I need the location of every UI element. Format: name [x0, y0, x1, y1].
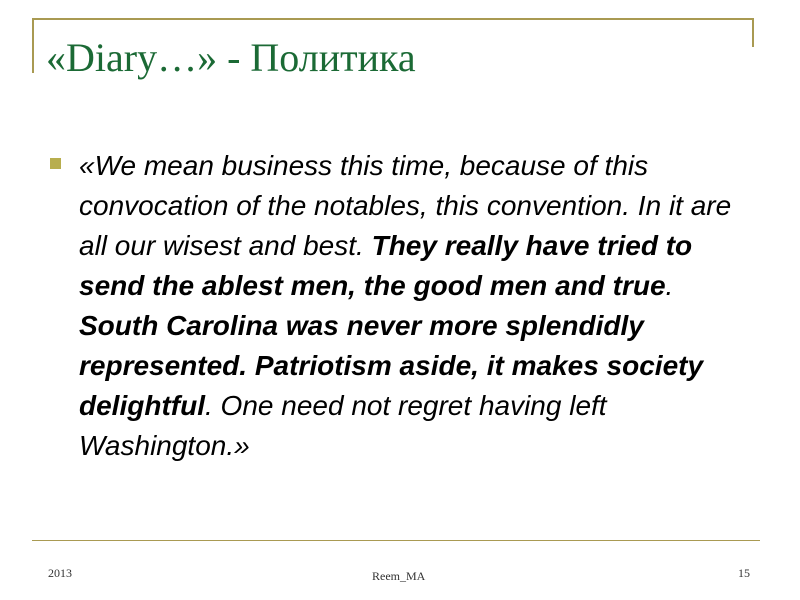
- quote-text-1: «We mean business this time, because of this convocation of the notables, this convention. In it are all our wisest and best.: [79, 150, 732, 261]
- top-rule: [32, 18, 752, 20]
- quote-text-bold-1: They really have tried to send the ablest men, the good men and true: [79, 230, 693, 301]
- quote-text-2: .: [665, 270, 674, 301]
- quote-text-3: . One need not regret having left Washington.»: [79, 390, 607, 461]
- right-rule: [752, 18, 754, 47]
- quote-text-bold-2: South Carolina was never more splendidly represented. Patriotism aside, it makes society delightful: [79, 310, 704, 421]
- footer-year: 2013: [48, 566, 72, 580]
- bullet-square-icon: [50, 158, 61, 169]
- footer-page-number: 15: [738, 566, 750, 580]
- slide-title: «Diary…» - Политика: [46, 35, 416, 80]
- footer-author: Reem_MA: [372, 569, 426, 583]
- quote-bullet-text: [79, 146, 739, 466]
- footer-rule: [32, 540, 760, 541]
- left-rule: [32, 18, 34, 73]
